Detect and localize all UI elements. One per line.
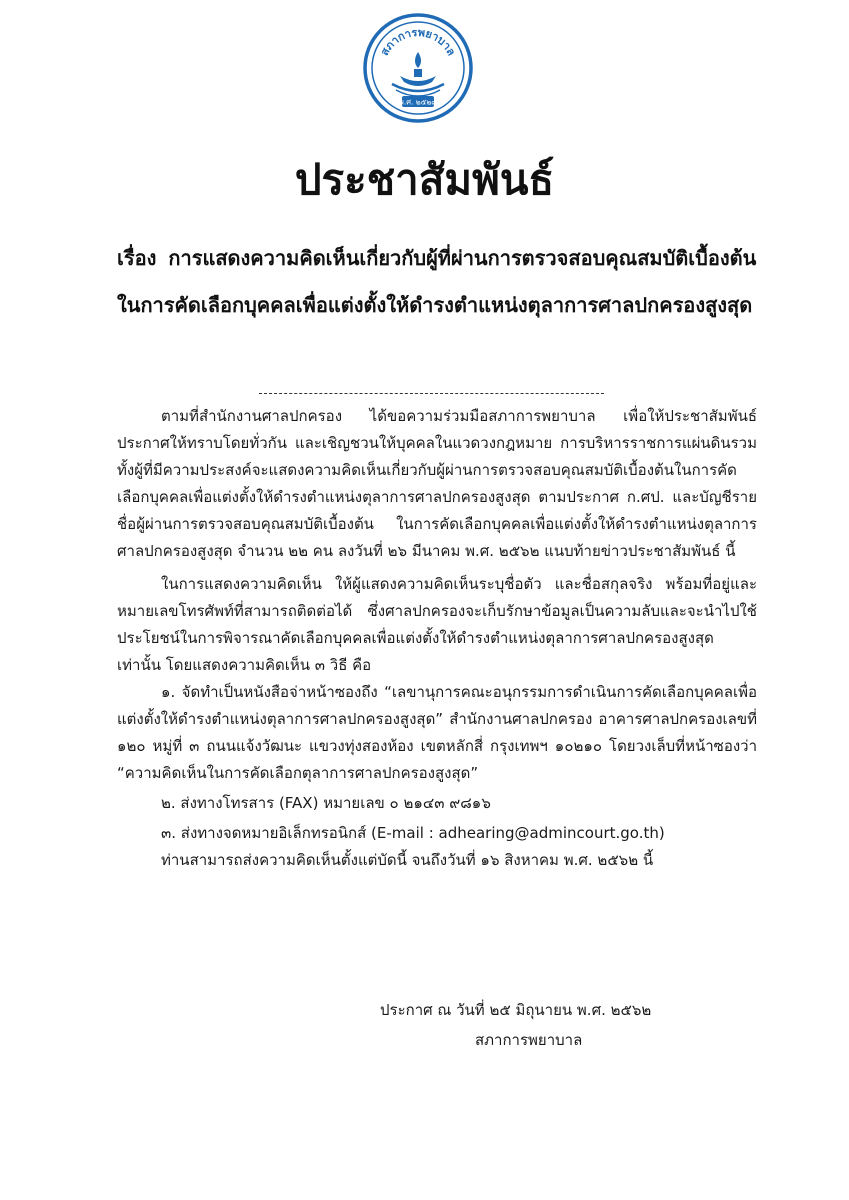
closing-deadline: ท่านสามารถส่งความคิดเห็นตั้งแต่บัดนี้ จนถึงวันที่ ๑๖ สิงหาคม พ.ศ. ๒๕๖๒ นี้ — [161, 851, 654, 869]
method-item-3: ๓. ส่งทางจดหมายอิเล็กทรอนิกส์ (E-mail : adhearing@admincourt.go.th) — [161, 824, 665, 842]
seal-year-text: พ.ศ. ๒๕๒๘ — [398, 97, 438, 107]
signature-block — [380, 995, 651, 1055]
body-paragraph-1: ตามที่สำนักงานศาลปกครอง ได้ขอความร่วมมือสภาการพยาบาล เพื่อให้ประชาสัมพันธ์ประกาศให้ทราบโดยทั่วกัน และเชิญชวนให้บุคคลในแวดวงกฎหมาย การบริหารราชการแผ่นดินรวมทั้งผู้ที่มีความประสงค์จะแสดงความคิดเห็นเกี่ยวกับผู้ผ่านการตรวจสอบคุณสมบัติเบื้องต้นในการคัดเลือกบุคคลเพื่อแต่งตั้งให้ดำรงตำแหน่งตุลาการศาลปกครองสูงสุด ตามประกาศ ก.ศป. และบัญชีรายชื่อผู้ผ่านการตรวจสอบคุณสมบัติเบื้องต้น ในการคัดเลือกบุคคลเพื่อแต่งตั้งให้ดำรงตำแหน่งตุลาการศาลปกครองสูงสุด จำนวน ๒๒ คน ลงวันที่ ๒๖ มีนาคม พ.ศ. ๒๕๖๒ แนบท้ายข่าวประชาสัมพันธ์ นี้ — [117, 407, 757, 560]
subject-block — [117, 235, 757, 329]
method-item-2: ๒. ส่งทางโทรสาร (FAX) หมายเลข ๐ ๒๑๔๓ ๙๘๑๖ — [161, 794, 491, 812]
nursing-council-seal — [362, 12, 474, 124]
body-paragraph-2: ในการแสดงความคิดเห็น ให้ผู้แสดงความคิดเห็นระบุชื่อตัว และชื่อสกุลจริง พร้อมที่อยู่และหมายเลขโทรศัพท์ที่สามารถติดต่อได้ ซึ่งศาลปกครองจะเก็บรักษาข้อมูลเป็นความลับและจะนำไปใช้ประโยชน์ในการพิจารณาคัดเลือกบุคคลเพื่อแต่งตั้งให้ดำรงตำแหน่งตุลาการศาลปกครองสูงสุดเท่านั้น โดยแสดงความคิดเห็น ๓ วิธี คือ — [117, 575, 757, 674]
section-divider — [259, 393, 604, 394]
subject-text: การแสดงความคิดเห็นเกี่ยวกับผู้ที่ผ่านการตรวจสอบคุณสมบัติเบื้องต้นในการคัดเลือกบุคคลเพื่อแต่งตั้งให้ดำรงตำแหน่งตุลาการศาลปกครองสูงสุด — [117, 246, 757, 317]
seal-org-text: สภาการพยาบาล — [377, 25, 459, 58]
method-item-1: ๑. จัดทำเป็นหนังสือจ่าหน้าซองถึง “เลขานุการคณะอนุกรรมการดำเนินการคัดเลือกบุคคลเพื่อแต่งตั้งให้ดำรงตำแหน่งตุลาการศาลปกครองสูงสุด” สำนักงานศาลปกครอง อาคารศาลปกครองเลขที่ ๑๒๐ หมู่ที่ ๓ ถนนแจ้งวัฒนะ แขวงทุ่งสองห้อง เขตหลักสี่ กรุงเทพฯ ๑๐๒๑๐ โดยวงเล็บที่หน้าซองว่า “ความคิดเห็นในการคัดเลือกตุลาการศาลปกครองสูงสุด” — [117, 683, 757, 782]
announcement-body — [117, 403, 757, 874]
announcement-date: ประกาศ ณ วันที่ ๒๕ มิถุนายน พ.ศ. ๒๕๖๒ — [380, 1001, 652, 1019]
signing-organization: สภาการพยาบาล — [475, 1031, 583, 1049]
page-title: ประชาสัมพันธ์ — [294, 155, 555, 204]
seal-logo-icon — [362, 12, 474, 124]
subject-label: เรื่อง — [117, 246, 157, 270]
